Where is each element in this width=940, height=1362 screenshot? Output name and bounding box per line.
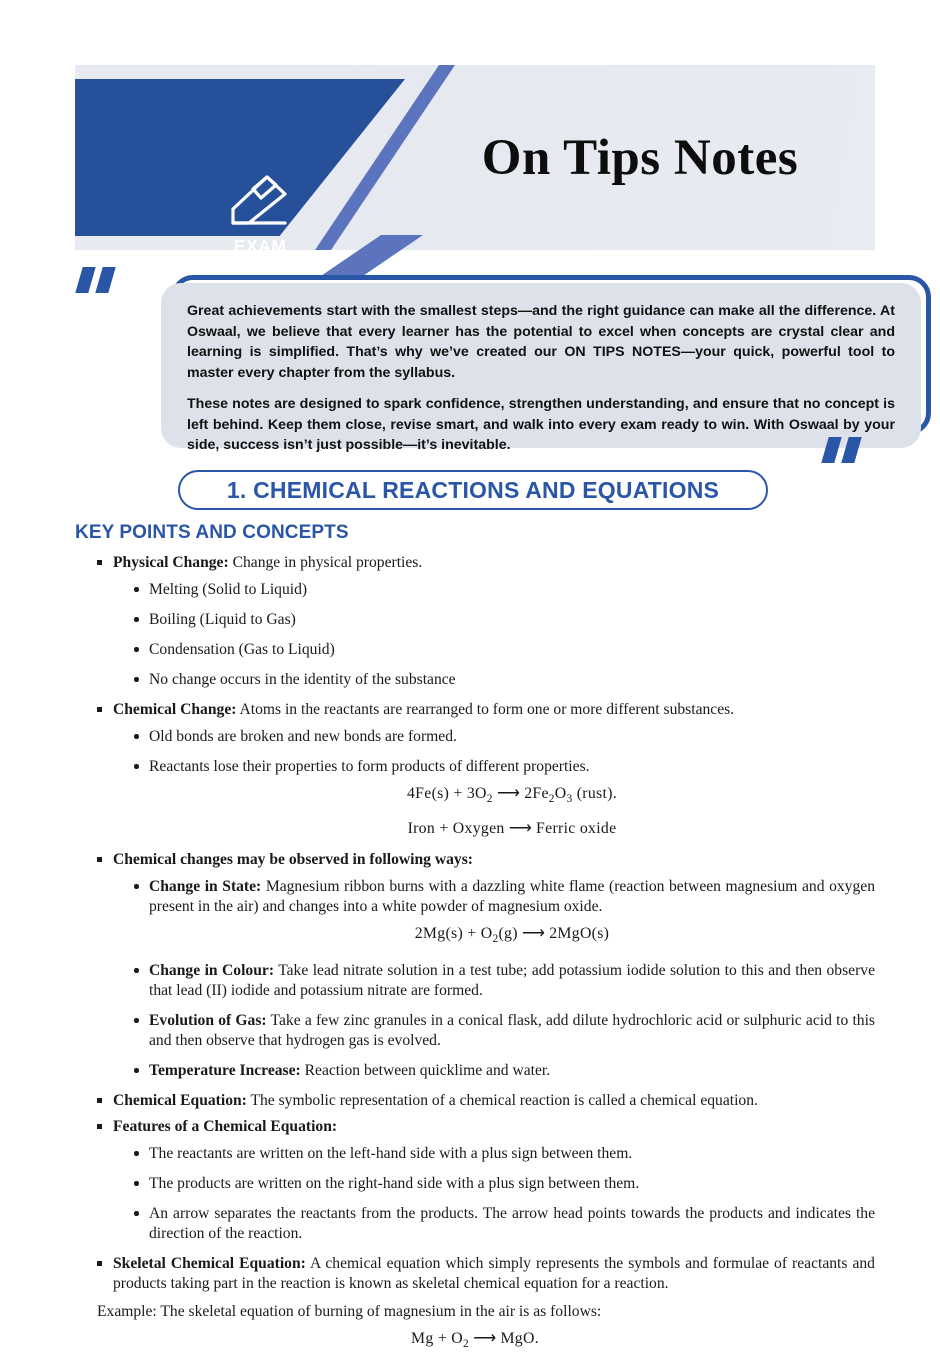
term-skeletal-equation: Skeletal Chemical Equation: <box>113 1255 306 1273</box>
key-points-list <box>75 553 875 1294</box>
equation-magnesium-oxide: $2Mg(s) + O_2(g)$ ⟶ 2MgO(s) <box>414 925 610 946</box>
chemical-change-sublist <box>113 727 875 840</box>
intro-quote-block <box>75 265 895 465</box>
features-sublist <box>113 1144 875 1244</box>
term-chemical-equation: Chemical Equation: <box>113 1092 247 1110</box>
list-item: Old bonds are broken and new bonds are formed. <box>133 727 875 747</box>
logo-label-line1: EXAM <box>233 236 287 256</box>
section-heading: KEY POINTS AND CONCEPTS <box>75 522 349 543</box>
term-physical-change: Physical Change: <box>113 554 229 571</box>
example-line: Example: The skeletal equation of burning of magnesium in the air is as follows: <box>97 1303 602 1321</box>
text-change-in-state: Magnesium ribbon burns with a dazzling white flame (reaction between magnesium and oxygen present in the air) and changes into a white powder of magnesium oxide. <box>149 878 875 916</box>
list-item <box>133 757 875 840</box>
list-item-physical-change <box>97 553 875 690</box>
list-item-text: Reactants lose their properties to form products of different properties. <box>149 758 590 775</box>
list-item-observed-ways <box>97 850 875 1081</box>
list-item: Boiling (Liquid to Gas) <box>133 610 875 630</box>
text-evolution-of-gas: Take a few zinc granules in a conical flask, add dilute hydrochloric acid or sulphuric acid to this and then observe that hydrogen gas is evolved. <box>149 1012 875 1050</box>
term-features: Features of a Chemical Equation: <box>113 1118 338 1136</box>
list-item-chemical-change <box>97 700 875 840</box>
list-item: An arrow separates the reactants from the products. The arrow head points towards the products and indicates the direction of the reaction. <box>133 1204 875 1244</box>
term-observed-ways: Chemical changes may be observed in following ways: <box>113 851 473 869</box>
term-change-in-colour: Change in Colour: <box>149 962 275 980</box>
physical-change-sublist <box>113 580 875 690</box>
list-item: Melting (Solid to Liquid) <box>133 580 875 600</box>
page-title: On Tips Notes <box>481 129 799 186</box>
list-item-change-in-colour <box>133 961 875 1001</box>
pencil-ruler-icon <box>227 173 293 233</box>
text-chemical-change: Atoms in the reactants are rearranged to form one or more different substances. <box>236 701 735 718</box>
notes-content <box>75 522 875 1362</box>
observed-ways-sublist <box>113 877 875 1081</box>
list-item: No change occurs in the identity of the substance <box>133 670 875 690</box>
quote-paragraph-1: Great achievements start with the smallest steps—and the right guidance can make all the difference. At Oswaal, we believe that every learner has the potential to excel when concepts are crystal clear and learning is simplified. That’s why we’ve created our ON TIPS NOTES—your quick, powerful tool to master every chapter from the syllabus. <box>187 303 895 381</box>
term-evolution-of-gas: Evolution of Gas: <box>149 1012 267 1030</box>
equation-skeletal-mgo: $Mg + O_2$ ⟶ MgO. <box>411 1330 539 1351</box>
text-chemical-equation: The symbolic representation of a chemical reaction is called a chemical equation. <box>246 1092 758 1110</box>
logo-label-line2: TOOLS <box>228 255 292 275</box>
list-item-evolution-of-gas <box>133 1011 875 1051</box>
quote-paragraph-2: These notes are designed to spark confidence, strengthen understanding, and ensure that no concept is left behind. Keep them close, revise smart, and walk into every exam ready to win. With Oswaal by your side, success isn’t just possible—it’s inevitable. <box>187 396 895 453</box>
text-physical-change: Change in physical properties. <box>228 554 423 571</box>
list-item-features <box>97 1117 875 1244</box>
list-item: The products are written on the right-hand side with a plus sign between them. <box>133 1174 875 1194</box>
page-header <box>75 65 875 275</box>
term-temperature-increase: Temperature Increase: <box>149 1062 301 1080</box>
list-item-chemical-equation <box>97 1091 875 1111</box>
text-skeletal-equation: A chemical equation which simply represents the symbols and formulae of reactants and products taking part in the reaction is known as skeletal chemical equation for a reaction. <box>113 1255 875 1293</box>
list-item-temperature-increase <box>133 1061 875 1081</box>
quote-close-icon <box>823 437 869 463</box>
list-item: Condensation (Gas to Liquid) <box>133 640 875 660</box>
list-item: The reactants are written on the left-hand side with a plus sign between them. <box>133 1144 875 1164</box>
quote-open-icon <box>77 267 123 293</box>
list-item-skeletal-equation <box>97 1254 875 1294</box>
text-change-in-colour: Take lead nitrate solution in a test tube; add potassium iodide solution to this and then observe that lead (II) iodide and potassium nitrate are formed. <box>149 962 875 1000</box>
quote-box <box>161 283 921 453</box>
text-temperature-increase: Reaction between quicklime and water. <box>300 1062 551 1080</box>
equation-rust-line1: $4Fe(s) + 3O_2$ ⟶ $2Fe_2O_3$ (rust). <box>406 785 617 806</box>
equation-rust-line2: Iron + Oxygen ⟶ Ferric oxide <box>407 820 617 838</box>
list-item-change-in-state <box>133 877 875 951</box>
term-chemical-change: Chemical Change: <box>113 701 237 718</box>
exam-tools-logo <box>205 173 315 275</box>
chapter-title-banner: 1. CHEMICAL REACTIONS AND EQUATIONS <box>178 470 768 510</box>
term-change-in-state: Change in State: <box>149 878 262 896</box>
